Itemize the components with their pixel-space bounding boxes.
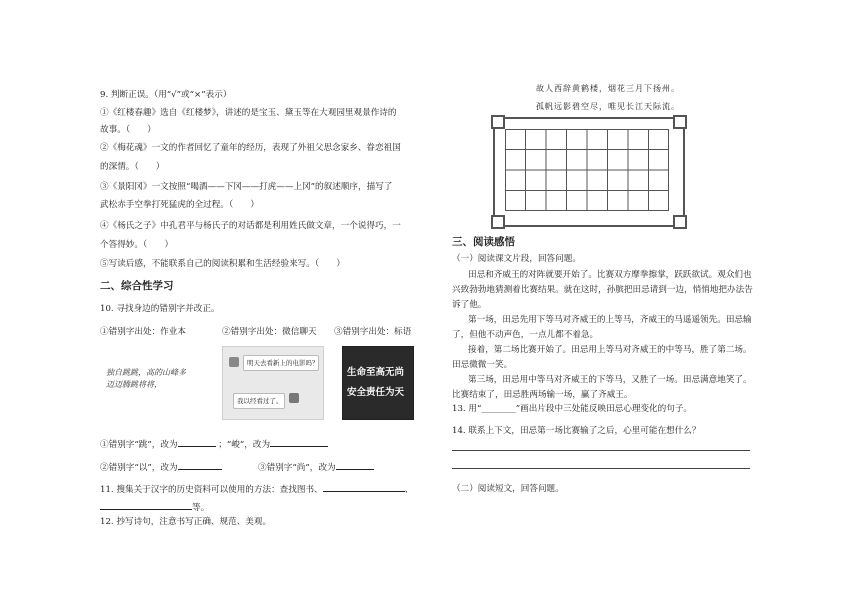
- section-3-heading: 三、阅读感悟: [452, 236, 515, 248]
- q13: 13. 用“________”画出片段中三处能反映田忌心理变化的句子。: [452, 404, 693, 414]
- answer-line-2[interactable]: [452, 468, 750, 469]
- reading-1-heading: （一）阅读课文片段，回答问题。: [452, 254, 581, 264]
- fix-3-blank[interactable]: [336, 460, 374, 470]
- fix-1-blank-b[interactable]: [270, 437, 328, 447]
- passage-line: 田忌和齐威王的对阵就要开始了。比赛双方摩拳擦掌，跃跃欲试。观众们也: [468, 270, 752, 280]
- q10-source-3: ③错别字出处：标语: [334, 327, 412, 337]
- slogan-image: [342, 346, 414, 420]
- q12: 12. 抄写诗句，注意书写正确、规范、美观。: [100, 517, 272, 527]
- q10-title: 10. 寻找身边的错别字并改正。: [100, 304, 220, 314]
- q9-item-5: ⑤写读后感，不能联系自己的阅读积累和生活经验来写。（ ）: [100, 259, 345, 269]
- passage-line: 第一场，田忌先用下等马对齐威王的上等马，齐威王的马遥遥领先。田忌输: [468, 315, 752, 325]
- q11-cont: [100, 500, 209, 514]
- chat-bubble-2: [233, 393, 285, 409]
- q11-blank-1[interactable]: [323, 482, 405, 492]
- frame-corner: [673, 215, 687, 229]
- fix-1-blank-a[interactable]: [178, 437, 216, 447]
- avatar: [289, 393, 299, 403]
- frame-corner: [491, 215, 505, 229]
- q9-item-2: ②《梅花魂》一文的作者回忆了童年的经历，表现了外祖父思念家乡、眷恋祖国: [100, 143, 401, 153]
- slogan-text-2: 安全责任为天: [347, 387, 405, 398]
- q11: 11. 搜集关于汉字的历史资料可以使用的方法：查找图书、 、: [100, 482, 413, 496]
- q9-item-4: ④《杨氏之子》中孔君平与杨氏子的对话都是利用姓氏做文章，一个说得巧，一: [100, 221, 401, 231]
- frame-corner: [673, 115, 687, 129]
- fix-2-label: ②错别字“以”，改为: [100, 463, 178, 473]
- chat-text-1: 明天去看新上的电影吗？: [247, 359, 319, 367]
- q9-item-4-cont: 个答得妙。（ ）: [100, 240, 174, 250]
- q9-item-1-cont: 故事。（ ）: [100, 125, 156, 135]
- q9-item-3: ③《景阳冈》一文按照“喝酒——下冈——打虎——上冈”的叙述顺序，描写了: [100, 182, 393, 192]
- q9-item-2-cont: 的深情。（ ）: [100, 162, 165, 172]
- answer-line-1[interactable]: [452, 450, 750, 451]
- q14: 14. 联系上下文，田忌第一场比赛输了之后，心里可能在想什么？: [452, 426, 701, 436]
- q10-source-1: ①错别字出处：作业本: [100, 327, 186, 337]
- chat-bubble-1: [243, 355, 319, 371]
- writing-grid[interactable]: [505, 129, 669, 211]
- slogan-text-1: 生命至高无尚: [347, 367, 405, 378]
- q9-item-3-cont: 武松赤手空拳打死猛虎的全过程。（ ）: [100, 200, 259, 210]
- q11-label: 11. 搜集关于汉字的历史资料可以使用的方法：查找图书、: [100, 485, 323, 495]
- homework-text-1: 独自跳跳，高的山峰多: [106, 368, 186, 377]
- passage-line: 兴致勃勃地猜测着比赛结果。就在这时，孙膑把田忌请到一边，悄悄地把办法告: [452, 285, 753, 295]
- q11-blank-2[interactable]: [100, 500, 192, 510]
- passage-line: 了，但他不动声色，一点儿都不着急。: [452, 330, 599, 340]
- q10-fix-3: [258, 460, 374, 474]
- writing-grid-frame: [493, 117, 685, 227]
- homework-text-2: 迈迈腾跳将将，: [106, 380, 162, 389]
- passage-line: 田忌微微一笑。: [452, 360, 513, 370]
- passage-line: 比赛结束了，田忌胜两场输一场，赢了齐威王。: [452, 390, 633, 400]
- passage-line: 诉了他。: [452, 300, 487, 310]
- q10-fix-1: [100, 437, 328, 451]
- fix-1b-label: ；“峻”，改为: [218, 440, 271, 450]
- q10-fix-2: [100, 460, 222, 474]
- fix-1-label: ①错别字“跳”，改为: [100, 440, 178, 450]
- fix-3-label: ③错别字“尚”，改为: [258, 463, 336, 473]
- wechat-chat-image: [222, 346, 324, 420]
- frame-corner: [491, 115, 505, 129]
- fix-2-blank[interactable]: [178, 460, 222, 470]
- passage-line: 接着，第二场比赛开始了。田忌用上等马对齐威王的中等马，胜了第二场。: [468, 345, 752, 355]
- homework-image: [102, 345, 212, 417]
- poem-line-2: 孤帆远影碧空尽，唯见长江天际流。: [536, 102, 680, 111]
- q10-source-2: ②错别字出处：微信聊天: [222, 327, 317, 337]
- poem-line-1: 故人西辞黄鹤楼，烟花三月下扬州。: [536, 84, 680, 93]
- section-2-heading: 二、综合性学习: [100, 280, 174, 292]
- chat-text-2: 我以经看过了。: [237, 397, 283, 405]
- avatar: [229, 357, 239, 367]
- q9-item-1: ①《红楼春趣》选自《红楼梦》，讲述的是宝玉、黛玉等在大观园里观景作诗的: [100, 108, 397, 118]
- passage-line: 第三场，田忌用中等马对齐威王的下等马，又胜了一场。田忌满意地笑了。: [468, 375, 752, 385]
- q11-end: 等。: [192, 503, 210, 513]
- reading-2-heading: （二）阅读短文，回答问题。: [452, 484, 564, 494]
- q9-title: 9. 判断正误。（用“√”或“×”表示）: [100, 90, 232, 100]
